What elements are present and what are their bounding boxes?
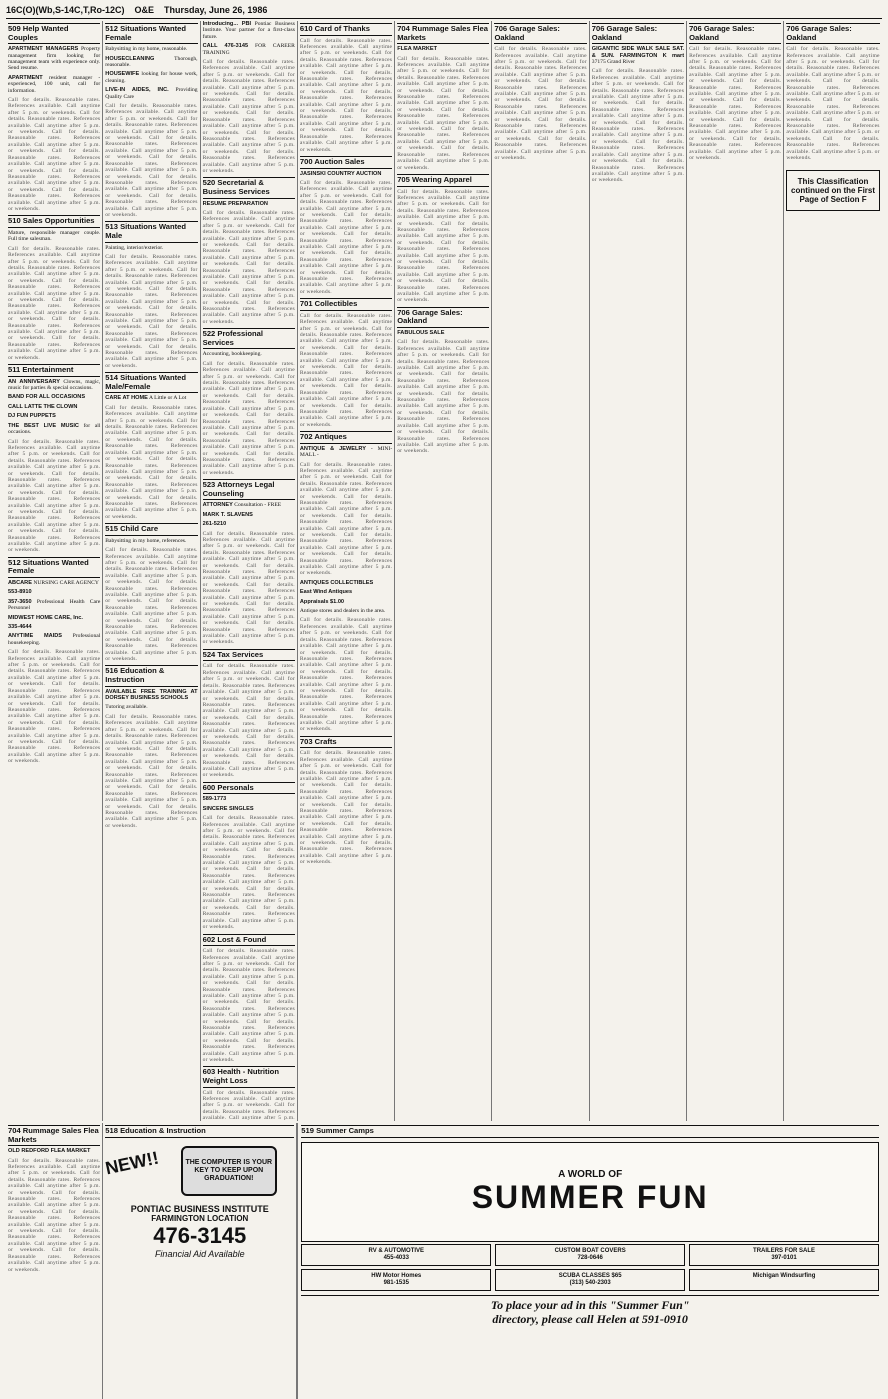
classified-ad — [8, 413, 100, 419]
ad-headline: SINCERE SINGLES — [202, 805, 254, 812]
ad-text: Pontiac Business Institute. Your partner for a first-class future. — [202, 21, 295, 40]
section-heading: 706 Garage Sales: Oakland — [494, 23, 586, 44]
classified-ad — [300, 446, 392, 459]
classified-ad — [300, 608, 392, 614]
classified-ad — [203, 351, 295, 357]
ad-text: for all occasions. — [8, 422, 101, 436]
ad-text: 37175 Grand River — [591, 59, 635, 65]
section-heading: 523 Attorneys Legal Counseling — [203, 479, 295, 500]
filler-text: Call for details. Reasonable rates. References available. Call anytime after 5 p.m. or weekends. Call for details. Reasonable rates. References available. Call anytime after 5 p.m. or weekends. Call for details. Reasonable rates. References available. Call anytime after 5 p.m. or weekends. Call for details. Reasonable rates. References available. Call anytime after 5 p.m. or weekends. Call for details. Reasonable rates. References available. Call anytime after 5 p.m. or weekends. Call for details. Reasonable rates. References available. Call anytime after 5 p.m. or weekends. — [299, 179, 393, 295]
section-heading: 522 Professional Services — [203, 328, 295, 349]
classified-column — [6, 21, 103, 1121]
filler-text: Call for details. Reasonable rates. References available. Call anytime after 5 p.m. or weekends. Call for details. Reasonable rates. References available. Call anytime after 5 p.m. or weekends. Call for details. Reasonable rates. References available. Call anytime after 5 p.m. or weekends. Call for details. Reasonable rates. References available. Call anytime after 5 p.m. or weekends. Call for details. Reasonable rates. References available. Call anytime after 5 p.m. or weekends. Call for details. Reasonable rates. References available. Call anytime after 5 p.m. or weekends. — [202, 948, 295, 1063]
section-heading: 509 Help Wanted Couples — [8, 23, 100, 44]
ad-text: - MINI-MALL - — [299, 445, 393, 459]
filler-text: Call for details. Reasonable rates. References available. Call anytime after 5 p.m. or weekends. Call for details. Reasonable rates. References available. Call anytime after 5 p.m. or weekends. Call for details. Reasonable rates. References available. Call anytime after 5 p.m. or weekends. Call for details. Reasonable rates. References available. Call anytime after 5 p.m. or weekends. Call for details. Reasonable rates. References available. Call anytime after 5 p.m. or weekends. Call for details. Reasonable rates. References available. Call anytime after 5 p.m. or weekends. — [397, 339, 490, 455]
ad-headline: CALL LATTE THE CLOWN — [8, 403, 78, 410]
classified-ad — [203, 21, 295, 40]
classified-ad — [8, 599, 100, 612]
filler-text: Call for details. Reasonable rates. References available. Call anytime after 5 p.m. or weekends. Call for details. Reasonable rates. References available. Call anytime after 5 p.m. or weekends. Call for details. Reasonable rates. References available. Call anytime after 5 p.m. or weekends. Call for details. Reasonable rates. References available. Call anytime after 5 p.m. or weekends. Call for details. Reasonable rates. References available. Call anytime after 5 p.m. or weekends. Call for details. Reasonable rates. References available. Call anytime after 5 p.m. or weekends. — [299, 37, 393, 153]
section-heading: 706 Garage Sales: Oakland — [689, 23, 781, 44]
continued-notice: This Classification continued on the First Page of Section F — [786, 170, 879, 211]
classified-ad — [592, 46, 684, 65]
classified-ad — [8, 423, 100, 436]
issue-date: Thursday, June 26, 1986 — [164, 5, 268, 15]
section-heading: 600 Personals — [203, 782, 295, 795]
ad-text: Professional housekeeping. — [8, 633, 101, 646]
filler-text: Call for details. Reasonable rates. References available. Call anytime after 5 p.m. or weekends. Call for details. Reasonable rates. References available. Call anytime after 5 p.m. or weekends. Call for details. Reasonable rates. References available. Call anytime after 5 p.m. or weekends. Call for details. Reasonable rates. References available. Call anytime after 5 p.m. or weekends. Call for details. Reasonable rates. References available. Call anytime after 5 p.m. or weekends. Call for details. Reasonable rates. References available. Call anytime after 5 p.m. or weekends. — [105, 404, 198, 520]
classified-ad — [8, 633, 100, 646]
ad-text: Antique stores and dealers in the area. — [299, 608, 386, 615]
section-heading: 701 Collectibles — [300, 298, 392, 311]
ad-headline: 357-3650 — [8, 598, 32, 605]
lower-left-column — [6, 1123, 103, 1399]
classified-ad — [105, 56, 197, 69]
computer-illustration — [181, 1146, 277, 1196]
section-heading: 520 Secretarial & Business Services — [203, 177, 295, 198]
ad-headline: LIVE-IN AIDES, INC. — [105, 87, 169, 94]
school-phone: 476-3145 — [153, 1222, 247, 1248]
classified-ad — [105, 87, 197, 100]
filler-text: Call for details. Reasonable rates. References available. Call anytime after 5 p.m. or weekends. Call for details. Reasonable rates. References available. Call anytime after 5 p.m. or weekends. Call for details. Reasonable rates. References available. Call anytime after 5 p.m. or weekends. Call for details. Reasonable rates. References available. Call anytime after 5 p.m. or weekends. Call for details. Reasonable rates. References available. Call anytime after 5 p.m. or weekends. Call for details. Reasonable rates. References available. Call anytime after 5 p.m. or weekends. — [397, 55, 490, 171]
filler-text: Call for details. Reasonable rates. References available. Call anytime after 5 p.m. or weekends. Call for details. Reasonable rates. References available. Call anytime after 5 p.m. or weekends. Call for details. Reasonable rates. References available. Call anytime after 5 p.m. or weekends. Call for details. Reasonable rates. References available. Call anytime after 5 p.m. or weekends. Call for details. Reasonable rates. References available. Call anytime after 5 p.m. or weekends. Call for details. Reasonable rates. References available. Call anytime after 5 p.m. or weekends. — [202, 59, 295, 174]
classified-ad — [300, 171, 392, 177]
ad-headline: GIGANTIC SIDE WALK SALE SAT. & SUN. FARMINGTON K mart — [591, 46, 685, 59]
classified-ad — [8, 615, 100, 621]
boat-cover-ad — [495, 1244, 685, 1266]
filler-text: Call for details. Reasonable rates. References available. Call anytime after 5 p.m. or weekends. Call for details. Reasonable rates. References available. Call anytime after 5 p.m. or weekends. Call for details. Reasonable rates. References available. Call anytime after 5 p.m. or weekends. Call for details. Reasonable rates. References available. Call anytime after 5 p.m. or weekends. Call for details. Reasonable rates. References available. Call anytime after 5 p.m. or weekends. Call for details. Reasonable rates. References available. Call anytime after 5 p.m. or weekends. — [8, 438, 101, 554]
ad-headline: CALL 476-3145 — [202, 43, 249, 50]
classified-ad — [203, 201, 295, 207]
ad-headline: ABCARE — [8, 580, 32, 586]
hw-ad-phone: 981-1535 — [383, 1279, 409, 1286]
section-heading: 511 Entertainment — [8, 364, 100, 377]
school-location: FARMINGTON LOCATION — [151, 1213, 249, 1223]
ad-text: Painting, interior/exterior. — [105, 244, 164, 251]
filler-text: Call for details. Reasonable rates. References available. Call anytime after 5 p.m. or weekends. Call for details. Reasonable rates. References available. Call anytime after 5 p.m. or weekends. Call for details. Reasonable rates. References available. Call anytime after 5 p.m. or weekends. Call for details. Reasonable rates. References available. Call anytime after 5 p.m. or weekends. Call for details. Reasonable rates. References available. Call anytime after 5 p.m. or weekends. Call for details. Reasonable rates. References available. Call anytime after 5 p.m. or weekends. — [8, 1157, 101, 1273]
section-heading: 706 Garage Sales: Oakland — [786, 23, 879, 44]
financial-aid: Financial Aid Available — [154, 1248, 245, 1259]
section-heading: 519 Summer Camps — [301, 1125, 879, 1138]
classified-column — [784, 21, 881, 1121]
ad-headline: Appraisals $1.00 — [299, 598, 345, 605]
classified-column — [395, 21, 492, 1121]
ad-headline: 261-5210 — [202, 521, 227, 528]
ad-headline: AVAILABLE FREE TRAINING AT DORSEY BUSINESS SCHOOLS — [105, 688, 198, 702]
ad-headline: APARTMENT MANAGERS — [8, 46, 79, 53]
classified-ad — [8, 580, 100, 586]
section-heading: 703 Crafts — [300, 736, 392, 749]
filler-text: Call for details. Reasonable rates. References available. Call anytime after 5 p.m. or weekends. Call for details. Reasonable rates. References available. Call anytime after 5 p.m. or weekends. Call for details. Reasonable rates. References available. Call anytime after 5 p.m. or weekends. Call for details. Reasonable rates. References available. Call anytime after 5 p.m. or weekends. Call for details. Reasonable rates. References available. Call anytime after 5 p.m. or weekends. Call for details. Reasonable rates. References available. Call anytime after 5 p.m. or weekends. — [105, 713, 198, 829]
ad-text: A Little or A Lot — [148, 395, 187, 402]
section-heading: 705 Wearing Apparel — [397, 174, 489, 187]
ad-text: Clowns, magic, music for parties & special occasions. — [8, 378, 101, 392]
classified-ad — [105, 704, 197, 710]
ad-headline: ATTORNEY — [202, 502, 233, 509]
classified-ad — [105, 71, 197, 84]
trailer-ad — [689, 1244, 879, 1266]
filler-text: Call for details. Reasonable rates. References available. Call anytime after 5 p.m. or weekends. Call for details. Reasonable rates. References available. Call anytime after 5 p.m. or weekends. Call for details. Reasonable rates. References available. Call anytime after 5 p.m. or weekends. Call for details. Reasonable rates. References available. Call anytime after 5 p.m. or weekends. Call for details. Reasonable rates. References available. Call anytime after 5 p.m. or weekends. Call for details. Reasonable rates. References available. Call anytime after 5 p.m. or weekends. — [299, 312, 393, 428]
filler-text: Call for details. Reasonable rates. References available. Call anytime after 5 p.m. or weekends. Call for details. Reasonable rates. References available. Call anytime after 5 p.m. or weekends. Call for details. Reasonable rates. References available. Call anytime after 5 p.m. or weekends. Call for details. Reasonable rates. References available. Call anytime after 5 p.m. or weekends. Call for details. Reasonable rates. References available. Call anytime after 5 p.m. or weekends. Call for details. Reasonable rates. References available. Call anytime after 5 p.m. or weekends. — [202, 209, 295, 325]
ad-text: looking for house work, cleaning. — [105, 71, 198, 84]
scuba-ad-phone: (313) 540-2303 — [569, 1279, 611, 1286]
filler-text: Call for details. Reasonable rates. References available. Call anytime after 5 p.m. or weekends. Call for details. Reasonable rates. References available. Call anytime after 5 p.m. or weekends. Call for details. Reasonable rates. References available. Call anytime after 5 p.m. or weekends. Call for details. Reasonable rates. References available. Call anytime after 5 p.m. or weekends. Call for details. Reasonable rates. References available. Call anytime after 5 p.m. or weekends. Call for details. Reasonable rates. References available. Call anytime after 5 p.m. or weekends. — [202, 815, 295, 931]
classified-ad — [300, 580, 392, 586]
ad-text: Babysitting in my home, reasonable. — [105, 46, 188, 53]
section-heading: 602 Lost & Found — [203, 934, 295, 947]
education-column — [103, 1123, 297, 1399]
section-heading: 704 Rummage Sales Flea Markets — [8, 1125, 100, 1146]
classified-ad — [300, 599, 392, 605]
ad-text: Consultation - FREE — [234, 502, 282, 509]
filler-text: Call for details. Reasonable rates. References available. Call anytime after 5 p.m. or weekends. Call for details. Reasonable rates. References available. Call anytime after 5 p.m. or weekends. Call for details. Reasonable rates. References available. Call anytime after 5 p.m. or weekends. Call for details. Reasonable rates. References available. Call anytime after 5 p.m. or weekends. Call for details. Reasonable rates. References available. Call anytime after 5 p.m. or weekends. Call for details. Reasonable rates. References available. Call anytime after 5 p.m. or weekends. — [591, 68, 685, 184]
filler-text: Call for details. Reasonable rates. References available. Call anytime after 5 p.m. or weekends. Call for details. Reasonable rates. References available. Call anytime after 5 p.m. or weekends. Call for details. Reasonable rates. References available. Call anytime after 5 p.m. or weekends. Call for details. Reasonable rates. References available. Call anytime after 5 p.m. or weekends. Call for details. Reasonable rates. References available. Call anytime after 5 p.m. or weekends. Call for details. Reasonable rates. References available. Call anytime after 5 p.m. or weekends. — [105, 253, 198, 369]
section-heading: 512 Situations Wanted Female — [105, 23, 197, 44]
ad-headline: DJ FUN PUPPETS — [8, 413, 56, 420]
section-heading: 514 Situations Wanted Male/Female — [105, 372, 197, 393]
ad-headline: ANYTIME MAIDS — [8, 633, 62, 640]
ad-text: Professional Health Care Personnel — [8, 598, 101, 612]
ad-text: Providing Quality Care — [105, 87, 198, 100]
hw-ad-title: HW Motor Homes — [371, 1272, 422, 1279]
windsurfing-ad — [689, 1269, 879, 1291]
ad-headline: BAND FOR ALL OCCASIONS — [8, 394, 86, 401]
classified-ad — [105, 245, 197, 251]
windsurfing-ad-title: Michigan Windsurfing — [752, 1272, 816, 1279]
filler-text: Call for details. Reasonable rates. References available. Call anytime after 5 p.m. or weekends. Call for details. Reasonable rates. References available. Call anytime after 5 p.m. or weekends. Call for details. Reasonable rates. References available. Call anytime after 5 p.m. or weekends. Call for details. Reasonable rates. References available. Call anytime after 5 p.m. or weekends. Call for details. Reasonable rates. References available. Call anytime after 5 p.m. or weekends. Call for details. Reasonable rates. References available. Call anytime after 5 p.m. or weekends. — [8, 649, 101, 765]
filler-text: Call for details. Reasonable rates. References available. Call anytime after 5 p.m. or weekends. Call for details. Reasonable rates. References available. Call anytime after 5 p.m. or weekends. Call for details. Reasonable rates. References available. Call anytime after 5 p.m. or weekends. Call for details. Reasonable rates. References available. Call anytime after 5 p.m. or weekends. Call for details. Reasonable rates. References available. Call anytime after 5 p.m. or weekends. Call for details. Reasonable rates. References available. Call anytime after 5 p.m. or weekends. — [397, 188, 490, 304]
footer-line-2: directory, please call Helen at 591-0910 — [492, 1311, 688, 1326]
classified-ad — [397, 330, 489, 336]
classified-ad — [8, 1148, 100, 1154]
section-heading: 700 Auction Sales — [300, 156, 392, 169]
ad-text: Tutoring available. — [105, 704, 148, 711]
classified-ad — [203, 43, 295, 56]
summer-art-line-1: A WORLD OF — [558, 1169, 623, 1181]
section-heading: 513 Situations Wanted Male — [105, 221, 197, 242]
ad-headline: APARTMENT — [8, 74, 43, 81]
classified-ad — [105, 538, 197, 544]
ad-text: Property management firm looking for management team with experience only. Send resume. — [8, 46, 101, 72]
ad-headline: 589-1773 — [202, 796, 227, 803]
classified-column — [687, 21, 784, 1121]
trailer-ad-phone: 397-0101 — [771, 1254, 797, 1261]
filler-text: Call for details. Reasonable rates. References available. Call anytime after 5 p.m. or weekends. Call for details. Reasonable rates. References available. Call anytime after 5 p.m. or weekends. Call for details. Reasonable rates. References available. Call anytime after 5 p.m. or weekends. Call for details. Reasonable rates. References available. Call anytime after 5 p.m. or weekends. Call for details. Reasonable rates. References available. Call anytime after 5 p.m. or weekends. Call for details. Reasonable rates. References available. Call anytime after 5 p.m. or weekends. — [202, 360, 295, 476]
ad-text: NURSING CARE AGENCY — [33, 580, 99, 586]
classified-ad — [8, 379, 100, 392]
summer-ads-row-2 — [301, 1269, 879, 1291]
classified-column — [103, 21, 200, 1121]
filler-text: Call for details. Reasonable rates. References available. Call anytime after 5 p.m. or weekends. Call for details. Reasonable rates. References available. Call anytime after 5 p.m. or weekends. Call for details. Reasonable rates. References available. Call anytime after 5 p.m. or weekends. Call for details. Reasonable rates. References available. Call anytime after 5 p.m. or weekends. Call for details. Reasonable rates. References available. Call anytime after 5 p.m. or weekends. Call for details. Reasonable rates. References available. Call anytime after 5 p.m. or weekends. — [105, 103, 198, 218]
ad-headline: FABULOUS SALE — [397, 330, 445, 336]
rv-ad-phone: 455-4033 — [383, 1254, 409, 1261]
ad-headline: MARK T. SLAVENS — [202, 511, 253, 518]
ad-headline: HOUSECLEANING — [105, 55, 155, 62]
classified-ad — [203, 512, 295, 518]
section-heading: 706 Garage Sales: Oakland — [592, 23, 684, 44]
section-heading: 518 Education & Instruction — [105, 1125, 294, 1138]
filler-text: Call for details. Reasonable rates. References available. Call anytime after 5 p.m. or weekends. Call for details. Reasonable rates. References available. Call anytime after 5 p.m. or weekends. Call for details. Reasonable rates. References available. Call anytime after 5 p.m. or weekends. Call for details. Reasonable rates. References available. Call anytime after 5 p.m. or weekends. Call for details. Reasonable rates. References available. Call anytime after 5 p.m. or weekends. Call for details. Reasonable rates. References available. Call anytime after 5 p.m. or weekends. — [689, 46, 782, 162]
classified-ad — [8, 589, 100, 595]
section-heading: 524 Tax Services — [203, 649, 295, 662]
ad-headline: AN ANNIVERSARY — [8, 378, 60, 385]
section-heading: 704 Rummage Sales Flea Markets — [397, 23, 489, 44]
ad-headline: ANTIQUES COLLECTIBLES — [299, 579, 374, 586]
classified-column — [492, 21, 589, 1121]
filler-text: Call for details. Reasonable rates. References available. Call anytime after 5 p.m. or weekends. Call for details. Reasonable rates. References available. Call anytime after 5 p.m. or weekends. Call for details. Reasonable rates. References available. Call anytime after 5 p.m. or weekends. Call for details. Reasonable rates. References available. Call anytime after 5 p.m. or weekends. Call for details. Reasonable rates. References available. Call anytime after 5 p.m. or weekends. Call for details. Reasonable rates. References available. Call anytime after 5 p.m. or weekends. — [8, 245, 101, 361]
section-heading: 512 Situations Wanted Female — [8, 557, 100, 578]
classified-ad — [203, 521, 295, 527]
edition-code: 16C(O)(Wb,S-14C,T,Ro-12C) — [6, 5, 125, 15]
classified-ad — [105, 689, 197, 702]
rv-ad-title: RV & AUTOMOTIVE — [368, 1247, 425, 1254]
ad-headline: East Wind Antiques — [299, 589, 353, 596]
ad-headline: JASINSKI COUNTRY AUCTION — [299, 170, 382, 177]
section-heading: 702 Antiques — [300, 431, 392, 444]
summer-ads-row-1 — [301, 1244, 879, 1266]
ad-text: Babysitting in my home, references. — [105, 537, 187, 544]
ad-headline: HOUSEWIFE — [105, 71, 140, 78]
filler-text: Call for details. Reasonable rates. References available. Call anytime after 5 p.m. or weekends. Call for details. Reasonable rates. References available. Call anytime after 5 p.m. or weekends. Call for details. Reasonable rates. References available. Call anytime after 5 p.m. or weekends. Call for details. Reasonable rates. References available. Call anytime after 5 p.m. or weekends. Call for details. Reasonable rates. References available. Call anytime after 5 p.m. or weekends. Call for details. Reasonable rates. References available. Call anytime after 5 p.m. or weekends. — [8, 97, 101, 212]
section-heading: 515 Child Care — [105, 523, 197, 536]
ad-headline: THE BEST LIVE MUSIC — [8, 422, 79, 429]
classified-ad — [8, 394, 100, 400]
filler-text: Call for details. Reasonable rates. References available. Call anytime after 5 p.m. or weekends. Call for details. Reasonable rates. References available. Call anytime after 5 p.m. or weekends. Call for details. Reasonable rates. References available. Call anytime after 5 p.m. or weekends. Call for details. Reasonable rates. References available. Call anytime after 5 p.m. or weekends. Call for details. Reasonable rates. References available. Call anytime after 5 p.m. or weekends. Call for details. Reasonable rates. References available. Call anytime after 5 p.m. or weekends. — [786, 46, 880, 162]
ad-headline: 335-4644 — [8, 624, 32, 631]
filler-text: Call for details. Reasonable rates. References available. Call anytime after 5 p.m. or weekends. Call for details. Reasonable rates. References available. Call anytime after 5 p.m. or weekends. Call for details. Reasonable rates. References available. Call anytime after 5 p.m. or weekends. Call for details. Reasonable rates. References available. Call anytime after 5 p.m. or weekends. Call for details. Reasonable rates. References available. Call anytime after 5 p.m. or weekends. Call for details. Reasonable rates. References available. Call anytime after 5 p.m. or weekends. — [299, 750, 393, 866]
ad-headline: Introducing... PBI — [202, 21, 252, 27]
section-heading: 510 Sales Opportunities — [8, 215, 100, 228]
summer-fun-art — [301, 1142, 879, 1242]
classified-ad — [8, 75, 100, 94]
boat-ad-title: CUSTOM BOAT COVERS — [554, 1247, 626, 1254]
ad-headline: 553-8910 — [8, 589, 32, 596]
school-name: PONTIAC BUSINESS INSTITUTE — [130, 1203, 269, 1214]
classified-columns — [6, 21, 882, 1121]
classified-column — [298, 21, 395, 1121]
classified-ad — [203, 502, 295, 508]
summer-camps-column — [297, 1123, 882, 1399]
classified-ad — [8, 230, 100, 243]
scuba-ad-title: SCUBA CLASSES $65 — [558, 1272, 622, 1279]
classified-column — [590, 21, 687, 1121]
filler-text: Call for details. Reasonable rates. References available. Call anytime after 5 p.m. or weekends. Call for details. Reasonable rates. References available. Call anytime after 5 p.m. or weekends. Call for details. Reasonable rates. References available. Call anytime after 5 p.m. or weekends. Call for details. Reasonable rates. References available. Call anytime after 5 p.m. or weekends. Call for details. Reasonable rates. References available. Call anytime after 5 p.m. or weekends. Call for details. Reasonable rates. References available. Call anytime after 5 p.m. or weekends. — [202, 530, 295, 646]
ad-text: Mature, responsible manager couple. Full time salesman. — [8, 229, 101, 243]
ad-text: resident manager - experienced, 100 unit, call for information. — [8, 74, 101, 94]
computer-text: THE COMPUTER IS YOUR KEY TO KEEP UPON GRADUATION! — [185, 1158, 273, 1182]
filler-text: Call for details. Reasonable rates. References available. Call anytime after 5 p.m. or weekends. Call for details. Reasonable rates. References available. Call anytime after 5 p.m. or weekends. Call for details. Reasonable rates. References available. Call anytime after 5 p.m. or weekends. Call for details. Reasonable rates. References available. Call anytime after 5 p.m. or weekends. Call for details. Reasonable rates. References available. Call anytime after 5 p.m. or weekends. Call for details. Reasonable rates. References available. Call anytime after 5 p.m. or weekends. — [494, 46, 587, 162]
trailer-ad-title: TRAILERS FOR SALE — [753, 1247, 816, 1254]
filler-text: Call for details. Reasonable rates. References available. Call anytime after 5 p.m. or weekends. Call for details. Reasonable rates. References available. Call anytime after 5 p.m. or weekends. Call for details. Reasonable rates. References available. Call anytime after 5 p.m. or weekends. Call for details. Reasonable rates. References available. Call anytime after 5 p.m. or weekends. Call for details. Reasonable rates. References available. Call anytime after 5 p.m. or weekends. Call for details. Reasonable rates. References available. Call anytime after 5 p.m. or weekends. — [105, 547, 198, 663]
ad-headline: RESUME PREPARATION — [202, 200, 268, 207]
new-badge: NEW!! — [103, 1147, 161, 1178]
classified-ad — [8, 46, 100, 72]
classified-ad — [300, 589, 392, 595]
filler-text: Call for details. Reasonable rates. References available. Call anytime after 5 p.m. or weekends. Call for details. Reasonable rates. References available. Call anytime after 5 p.m. — [202, 1089, 295, 1121]
ad-headline: FLEA MARKET — [397, 46, 438, 53]
section-heading: 706 Garage Sales: Oakland — [397, 307, 489, 328]
classified-ad — [105, 395, 197, 401]
hw-motor-homes-ad — [301, 1269, 491, 1291]
ad-text: Accounting, bookkeeping. — [202, 351, 262, 358]
ad-headline: ANTIQUE & JEWELRY — [299, 445, 366, 452]
section-heading: 603 Health - Nutrition Weight Loss — [203, 1066, 295, 1087]
filler-text: Call for details. Reasonable rates. References available. Call anytime after 5 p.m. or weekends. Call for details. Reasonable rates. References available. Call anytime after 5 p.m. or weekends. Call for details. Reasonable rates. References available. Call anytime after 5 p.m. or weekends. Call for details. Reasonable rates. References available. Call anytime after 5 p.m. or weekends. Call for details. Reasonable rates. References available. Call anytime after 5 p.m. or weekends. Call for details. Reasonable rates. References available. Call anytime after 5 p.m. or weekends. — [299, 461, 393, 577]
classified-ad — [203, 806, 295, 812]
ad-headline: OLD REDFORD FLEA MARKET — [8, 1148, 91, 1155]
filler-text: Call for details. Reasonable rates. References available. Call anytime after 5 p.m. or weekends. Call for details. Reasonable rates. References available. Call anytime after 5 p.m. or weekends. Call for details. Reasonable rates. References available. Call anytime after 5 p.m. or weekends. Call for details. Reasonable rates. References available. Call anytime after 5 p.m. or weekends. Call for details. Reasonable rates. References available. Call anytime after 5 p.m. or weekends. Call for details. Reasonable rates. References available. Call anytime after 5 p.m. or weekends. — [202, 663, 295, 779]
scuba-ad — [495, 1269, 685, 1291]
section-heading: 610 Card of Thanks — [300, 23, 392, 36]
classified-ad — [397, 46, 489, 52]
lower-section — [6, 1123, 882, 1399]
ad-text: Thorough, reasonable. — [105, 55, 198, 68]
rv-ad — [301, 1244, 491, 1266]
ad-headline: MIDWEST HOME CARE, Inc. — [8, 614, 83, 621]
classified-ad — [8, 624, 100, 630]
section-heading: 516 Education & Instruction — [105, 665, 197, 686]
boat-ad-phone: 728-0646 — [577, 1254, 603, 1261]
ad-headline: CARE AT HOME — [105, 395, 148, 402]
classified-ad — [8, 404, 100, 410]
page-header — [6, 4, 882, 19]
section-name: O&E — [134, 5, 155, 15]
classified-ad — [203, 796, 295, 802]
classified-ad — [105, 46, 197, 52]
filler-text: Call for details. Reasonable rates. References available. Call anytime after 5 p.m. or weekends. Call for details. Reasonable rates. References available. Call anytime after 5 p.m. or weekends. Call for details. Reasonable rates. References available. Call anytime after 5 p.m. or weekends. Call for details. Reasonable rates. References available. Call anytime after 5 p.m. or weekends. Call for details. Reasonable rates. References available. Call anytime after 5 p.m. or weekends. Call for details. Reasonable rates. References available. Call anytime after 5 p.m. or weekends. — [299, 617, 393, 733]
ad-text: FOR CAREER TRAINING — [202, 43, 295, 56]
footer-line-1: To place your ad in this "Summer Fun" — [490, 1297, 690, 1312]
summer-directory-footer — [301, 1295, 879, 1326]
classified-column — [201, 21, 298, 1121]
summer-art-line-2: SUMMER FUN — [471, 1179, 709, 1216]
